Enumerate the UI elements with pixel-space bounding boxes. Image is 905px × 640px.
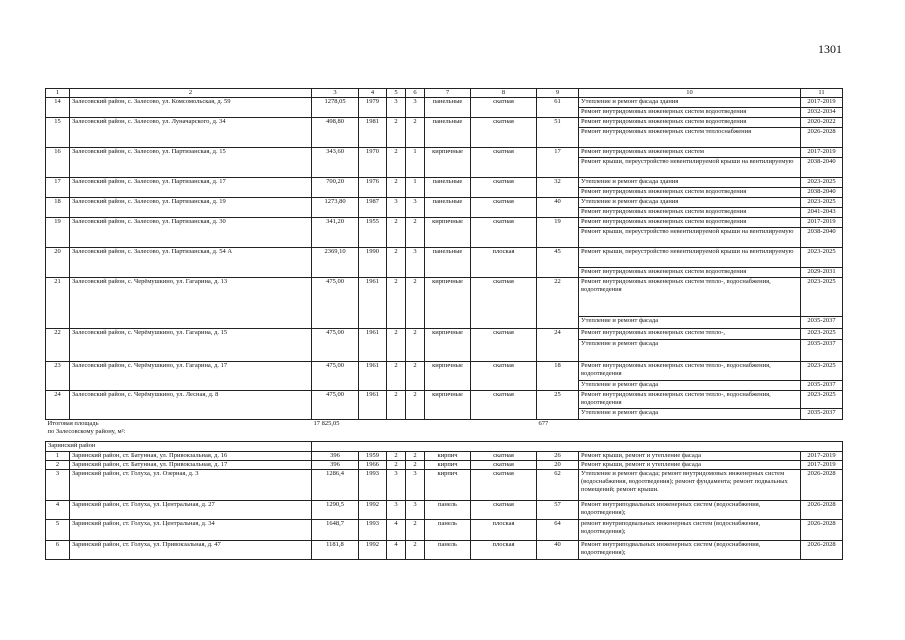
table-cell: кирпичные: [425, 362, 471, 391]
table-cell: 20: [537, 460, 579, 469]
period-cell: 2038-2040: [801, 158, 843, 178]
work-cell: Ремонт крыши, ремонт и утепление фасада: [579, 460, 801, 469]
table-cell: панель: [425, 500, 471, 519]
table-cell: 24: [537, 329, 579, 362]
table-cell: плоская: [471, 248, 537, 278]
table-cell: 61: [537, 98, 579, 118]
table-cell: панельные: [425, 198, 471, 218]
table-cell: 2: [406, 218, 425, 248]
table-cell: 2: [406, 451, 425, 460]
table-cell: 2: [406, 519, 425, 540]
period-cell: 2026-2028: [801, 540, 843, 559]
table-cell: 2: [387, 329, 406, 362]
period-cell: 2023-2025: [801, 329, 843, 340]
work-cell: Утепление и ремонт фасада здания: [579, 198, 801, 208]
table-cell: 396: [312, 451, 359, 460]
period-cell: 2026-2028: [801, 500, 843, 519]
table-cell: скатная: [471, 469, 537, 500]
table-row: [46, 391, 843, 409]
table-cell: кирпичные: [425, 329, 471, 362]
work-cell: Утепление и ремонт фасада: [579, 317, 801, 329]
period-cell: 2032-2034: [801, 108, 843, 118]
address-cell: Залесовский район, с. Черёмушкино, ул. Гагарина, д. 17: [70, 362, 312, 391]
table-cell: 1992: [359, 540, 387, 559]
table-cell: 1278,05: [312, 98, 359, 118]
table-cell: 1993: [359, 519, 387, 540]
period-cell: 2023-2025: [801, 198, 843, 208]
address-cell: Заринский район, ст. Батунная, ул. Привокзальная, д. 16: [70, 451, 312, 460]
table-cell: 1961: [359, 329, 387, 362]
work-cell: Утепление и ремонт фасада: [579, 409, 801, 420]
period-cell: 2026-2028: [801, 519, 843, 540]
address-cell: Залесовский район, с. Залесово, ул. Комсомольская, д. 59: [70, 98, 312, 118]
table-cell: 1290,5: [312, 500, 359, 519]
table-cell: 20: [46, 248, 70, 278]
table-cell: 40: [537, 198, 579, 218]
table-cell: 1979: [359, 98, 387, 118]
table-cell: 15: [46, 118, 70, 148]
table-cell: 4: [387, 540, 406, 559]
table-cell: скатная: [471, 198, 537, 218]
table-cell: 1961: [359, 391, 387, 420]
address-cell: Залесовский район, с. Черёмушкино, ул. Гагарина, д. 15: [70, 329, 312, 362]
table-cell: 343,60: [312, 148, 359, 178]
period-cell: 2023-2025: [801, 362, 843, 381]
section-header-row: [46, 442, 843, 451]
table-cell: 2: [387, 118, 406, 148]
column-header: 10: [579, 89, 801, 98]
table-cell: 32: [537, 178, 579, 198]
table-row: [46, 248, 843, 268]
period-cell: 2035-2037: [801, 409, 843, 420]
table-row: [46, 362, 843, 381]
table-cell: 700,20: [312, 178, 359, 198]
period-cell: 2017-2019: [801, 451, 843, 460]
table-cell: скатная: [471, 362, 537, 391]
address-cell: Залесовский район, с. Черёмушкино, ул. Гагарина, д. 13: [70, 278, 312, 329]
table-cell: 3: [387, 469, 406, 500]
table-cell: 1: [406, 148, 425, 178]
total-row: [46, 420, 843, 429]
table-cell: 23: [46, 362, 70, 391]
table-cell: 17: [537, 148, 579, 178]
period-cell: 2023-2025: [801, 248, 843, 268]
table-cell: 2: [406, 362, 425, 391]
table-cell: 16: [46, 148, 70, 178]
table-cell: 1992: [359, 500, 387, 519]
table-cell: 5: [46, 519, 70, 540]
work-cell: Ремонт внутридомовых инженерных систем водоотведения: [579, 268, 801, 278]
table-cell: скатная: [471, 218, 537, 248]
address-cell: Залесовский район, с. Залесово, ул. Партизанская, д. 54 А: [70, 248, 312, 278]
table-cell: [312, 428, 843, 436]
table-cell: 1: [46, 451, 70, 460]
table-cell: скатная: [471, 98, 537, 118]
period-cell: 2017-2019: [801, 460, 843, 469]
table-row: [46, 118, 843, 128]
table-row: [46, 178, 843, 188]
work-cell: Ремонт внутридомовых инженерных систем теплоснабжения: [579, 128, 801, 148]
total-label: Итоговая площадь: [47, 420, 99, 428]
table-cell: 2: [406, 460, 425, 469]
period-cell: 2026-2028: [801, 128, 843, 148]
period-cell: 2023-2025: [801, 278, 843, 317]
table-cell: 18: [537, 362, 579, 391]
table-cell: скатная: [471, 148, 537, 178]
work-cell: Ремонт внутридомовых инженерных систем тепло-, водоснабжения, водоотведения: [579, 362, 801, 381]
total-area: 17 825,05: [313, 420, 340, 428]
table-row: [46, 218, 843, 228]
table-cell: 14: [46, 98, 70, 118]
total-row: [46, 428, 843, 436]
table-row: [46, 460, 843, 469]
table-cell: 25: [537, 391, 579, 420]
work-cell: Ремонт внутриподвальных инженерных систем (водоснабжения, водоотведения);: [579, 540, 801, 559]
table-cell: 4: [46, 500, 70, 519]
table-cell: 2: [406, 118, 425, 148]
table-cell: кирпичные: [425, 148, 471, 178]
table-cell: 57: [537, 500, 579, 519]
table-cell: скатная: [471, 118, 537, 148]
table-cell: 3: [406, 500, 425, 519]
table-cell: 22: [537, 278, 579, 329]
table-cell: 2: [406, 540, 425, 559]
table-cell: 1955: [359, 218, 387, 248]
table-cell: кирпич: [425, 451, 471, 460]
table-cell: 19: [537, 218, 579, 248]
work-cell: Ремонт внутриподвальных инженерных систем (водоснабжения, водоотведения);: [579, 500, 801, 519]
table-row: [46, 500, 843, 519]
capital-repair-table: [45, 88, 843, 560]
table-cell: 26: [537, 451, 579, 460]
work-cell: Ремонт внутридомовых инженерных систем водоотведения: [579, 218, 801, 228]
table-cell: 2369,10: [312, 248, 359, 278]
work-cell: Ремонт крыши, переустройство невентилируемой крыши на вентилируемую: [579, 158, 801, 178]
work-cell: Ремонт внутридомовых инженерных систем водоотведения: [579, 118, 801, 128]
table-cell: 24: [46, 391, 70, 420]
table-cell: 1961: [359, 362, 387, 391]
table-cell: 1993: [359, 469, 387, 500]
table-cell: 40: [537, 540, 579, 559]
table-row: [46, 540, 843, 559]
work-cell: Ремонт внутридомовых инженерных систем водоотведения: [579, 188, 801, 198]
table-cell: 19: [46, 218, 70, 248]
work-cell: Ремонт внутридомовых инженерных систем тепло-, водоснабжения, водоотведения: [579, 391, 801, 409]
table-cell: кирпичные: [425, 278, 471, 329]
table-cell: 3: [406, 248, 425, 278]
table-cell: 2: [387, 460, 406, 469]
address-cell: Заринский район, ст. Голуха, ул. Центральная, д. 27: [70, 500, 312, 519]
column-header: 2: [70, 89, 312, 98]
table-cell: 1981: [359, 118, 387, 148]
table-cell: 1648,7: [312, 519, 359, 540]
address-cell: Заринский район, ст. Голуха, ул. Центральная, д. 34: [70, 519, 312, 540]
table-cell: кирпичные: [425, 391, 471, 420]
table-cell: 3: [387, 98, 406, 118]
table-cell: 62: [537, 469, 579, 500]
period-cell: 2017-2019: [801, 98, 843, 108]
column-header: 3: [312, 89, 359, 98]
table-cell: 475,00: [312, 278, 359, 329]
column-header: 1: [46, 89, 70, 98]
table-row: [46, 329, 843, 340]
table-cell: 2: [387, 391, 406, 420]
period-cell: 2038-2040: [801, 228, 843, 248]
column-header: 5: [387, 89, 406, 98]
table-cell: скатная: [471, 178, 537, 198]
work-cell: Ремонт внутридомовых инженерных систем водоотведения: [579, 208, 801, 218]
table-cell: [579, 420, 843, 429]
table-cell: 2: [406, 391, 425, 420]
work-cell: Ремонт внутридомовых инженерных систем водоотведения: [579, 108, 801, 118]
table-cell: 1987: [359, 198, 387, 218]
table-cell: 498,80: [312, 118, 359, 148]
table-cell: панельные: [425, 248, 471, 278]
table-cell: скатная: [471, 500, 537, 519]
work-cell: ремонт внутриподвальных инженерных систем (водоснабжения, водоотведения);: [579, 519, 801, 540]
table-cell: скатная: [471, 451, 537, 460]
table-cell: 64: [537, 519, 579, 540]
table-cell: кирпичные: [425, 218, 471, 248]
period-cell: 2017-2019: [801, 148, 843, 158]
table-row: [46, 469, 843, 500]
table-cell: 1970: [359, 148, 387, 178]
table-row: [46, 98, 843, 108]
address-cell: Залесовский район, с. Залесово, ул. Партизанская, д. 30: [70, 218, 312, 248]
table-cell: 17: [46, 178, 70, 198]
column-header: 8: [471, 89, 537, 98]
table-cell: 1966: [359, 460, 387, 469]
table-cell: 396: [312, 460, 359, 469]
table-cell: [312, 442, 843, 451]
table-cell: кирпич: [425, 460, 471, 469]
table-cell: 22: [46, 329, 70, 362]
table-cell: панельные: [425, 118, 471, 148]
work-cell: Ремонт крыши, переустройство невентилируемой крыши на вентилируемую: [579, 228, 801, 248]
table-cell: 2: [387, 248, 406, 278]
table-cell: 1976: [359, 178, 387, 198]
section-title: Заринский район: [46, 442, 312, 451]
period-cell: 2029-2031: [801, 268, 843, 278]
table-cell: 45: [537, 248, 579, 278]
work-cell: Утепление и ремонт фасада: [579, 381, 801, 391]
work-cell: Ремонт крыши, переустройство невентилируемой крыши на вентилируемую: [579, 248, 801, 268]
table-cell: 475,00: [312, 329, 359, 362]
table-cell: 475,00: [312, 362, 359, 391]
period-cell: 2017-2019: [801, 218, 843, 228]
work-cell: Ремонт крыши, ремонт и утепление фасада: [579, 451, 801, 460]
table-cell: скатная: [471, 329, 537, 362]
work-cell: Утепление и ремонт фасада: [579, 340, 801, 362]
table-cell: панельные: [425, 178, 471, 198]
table-cell: 1273,80: [312, 198, 359, 218]
work-cell: Ремонт внутридомовых инженерных систем тепло-,: [579, 329, 801, 340]
table-cell: 3: [406, 469, 425, 500]
total-residents: 677: [538, 420, 549, 428]
table-cell: 2: [406, 329, 425, 362]
period-cell: 2035-2037: [801, 381, 843, 391]
period-cell: 2038-2040: [801, 188, 843, 198]
column-header: 6: [406, 89, 425, 98]
table-cell: 18: [46, 198, 70, 218]
table-cell: 51: [537, 118, 579, 148]
table-cell: 341,20: [312, 218, 359, 248]
address-cell: Залесовский район, с. Черёмушкино, ул. Лесная, д. 8: [70, 391, 312, 420]
table-cell: 3: [387, 198, 406, 218]
table-cell: 4: [387, 519, 406, 540]
address-cell: Залесовский район, с. Залесово, ул. Партизанская, д. 15: [70, 148, 312, 178]
address-cell: Залесовский район, с. Залесово, ул. Партизанская, д. 17: [70, 178, 312, 198]
table-cell: 3: [406, 98, 425, 118]
table-cell: 3: [46, 469, 70, 500]
column-header: 4: [359, 89, 387, 98]
table-cell: панельные: [425, 98, 471, 118]
table-row: [46, 519, 843, 540]
period-cell: 2035-2037: [801, 340, 843, 362]
column-header: 7: [425, 89, 471, 98]
address-cell: Заринский район, ст. Голуха, ул. Озерная, д. 3: [70, 469, 312, 500]
total-label: по Залесовскому району, м²:: [47, 428, 126, 436]
work-cell: Ремонт внутридомовых инженерных систем: [579, 148, 801, 158]
table-cell: 2: [387, 362, 406, 391]
period-cell: 2026-2028: [801, 469, 843, 500]
period-cell: 2041-2043: [801, 208, 843, 218]
table-cell: панель: [425, 519, 471, 540]
period-cell: 2023-2025: [801, 178, 843, 188]
table-cell: 2: [387, 451, 406, 460]
table-cell: кирпич: [425, 469, 471, 500]
work-cell: Ремонт внутридомовых инженерных систем тепло-, водоснабжения, водоотведения: [579, 278, 801, 317]
table-row: [46, 451, 843, 460]
period-cell: 2020-2022: [801, 118, 843, 128]
table-cell: 1959: [359, 451, 387, 460]
table-row: [46, 198, 843, 208]
address-cell: Залесовский район, с. Залесово, ул. Партизанская, д. 19: [70, 198, 312, 218]
table-cell: 2: [387, 148, 406, 178]
table-cell: 6: [46, 540, 70, 559]
table-cell: 1961: [359, 278, 387, 329]
header-row: [46, 89, 843, 98]
work-cell: Утепление и ремонт фасада здания: [579, 178, 801, 188]
table-cell: плоская: [471, 519, 537, 540]
table-row: [46, 278, 843, 317]
table-row: [46, 148, 843, 158]
table-cell: 1990: [359, 248, 387, 278]
work-cell: Утепление и ремонт фасада здания: [579, 98, 801, 108]
table-cell: скатная: [471, 460, 537, 469]
page-number: 1301: [818, 42, 842, 56]
table-cell: 3: [406, 198, 425, 218]
table-cell: 1181,8: [312, 540, 359, 559]
table-cell: 2: [387, 218, 406, 248]
table-cell: 1286,4: [312, 469, 359, 500]
table-cell: [359, 420, 537, 429]
period-cell: 2023-2025: [801, 391, 843, 409]
table-cell: 2: [46, 460, 70, 469]
table-cell: скатная: [471, 278, 537, 329]
column-header: 11: [801, 89, 843, 98]
address-cell: Заринский район, ст. Голуха, ул. Привокзальная, д. 47: [70, 540, 312, 559]
column-header: 9: [537, 89, 579, 98]
table-cell: панель: [425, 540, 471, 559]
table-cell: 21: [46, 278, 70, 329]
table-cell: скатная: [471, 391, 537, 420]
address-cell: Заринский район, ст. Батунная, ул. Привокзальная, д. 17: [70, 460, 312, 469]
work-cell: Утепление и ремонт фасада; ремонт внутридомовых инженерных систем (водоснабжения, водоотведения); ремонт фундамента; ремонт подвальных помещений; ремонт крыши.: [579, 469, 801, 500]
address-cell: Залесовский район, с. Залесово, ул. Луначарского, д. 34: [70, 118, 312, 148]
table-cell: 3: [387, 500, 406, 519]
table-cell: плоская: [471, 540, 537, 559]
table-cell: 1: [406, 178, 425, 198]
table-cell: 475,00: [312, 391, 359, 420]
table-cell: 2: [406, 278, 425, 329]
period-cell: 2035-2037: [801, 317, 843, 329]
table-cell: 2: [387, 278, 406, 329]
table-cell: 2: [387, 178, 406, 198]
